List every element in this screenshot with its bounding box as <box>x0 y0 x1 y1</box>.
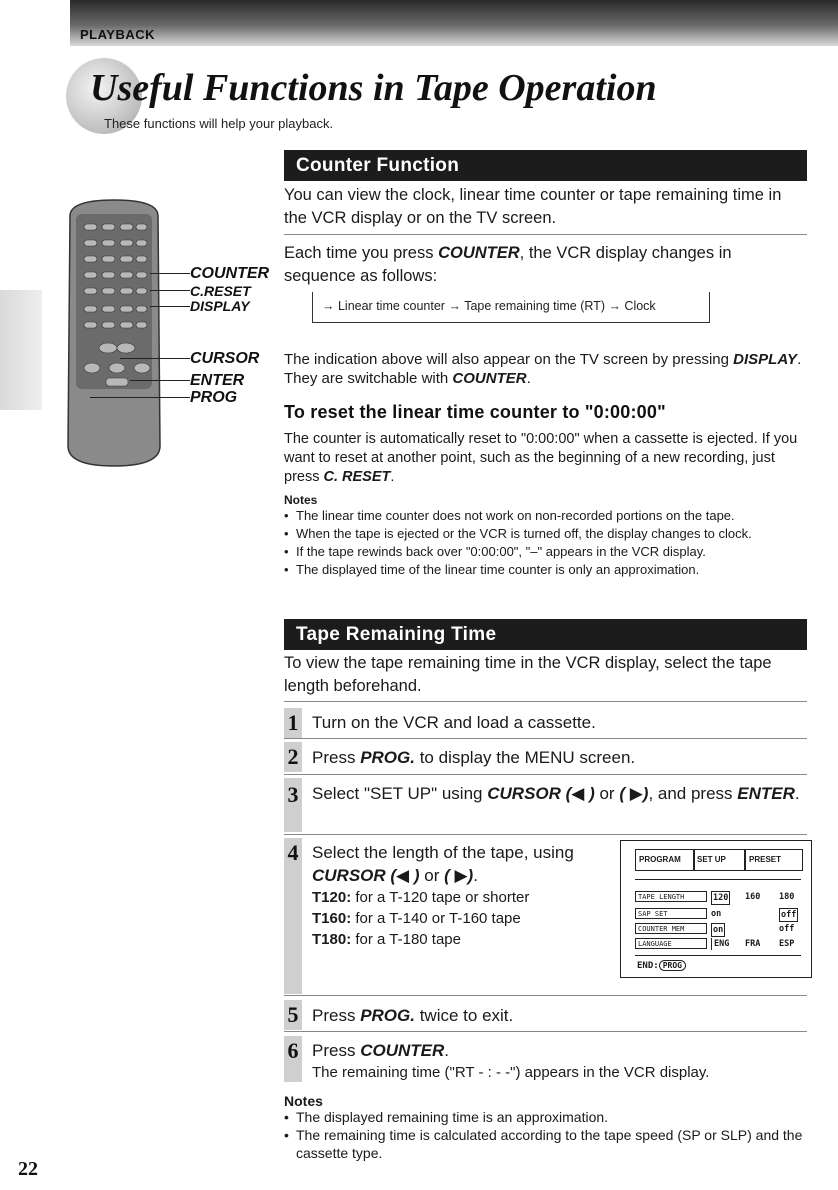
callout-prog <box>90 397 190 398</box>
text-span: The indication above will also appear on the TV screen by pressing <box>284 351 734 368</box>
remote-label-enter: ENTER <box>190 372 245 389</box>
menu-row-label: TAPE LENGTH <box>635 891 707 902</box>
reset-heading: To reset the linear time counter to "0:00:00" <box>284 402 666 422</box>
option-t180 <box>312 929 612 950</box>
key-enter: ENTER <box>737 784 795 803</box>
divider <box>284 1031 807 1032</box>
step-text <box>312 1039 802 1083</box>
text-span: . <box>794 784 800 803</box>
divider <box>284 995 807 996</box>
menu-row-label: LANGUAGE <box>635 938 707 949</box>
text-span: , and press <box>648 784 738 803</box>
key-counter: COUNTER <box>360 1041 445 1060</box>
option-t120 <box>312 887 612 908</box>
page-number: 22 <box>18 1158 38 1180</box>
header-bar <box>70 0 838 46</box>
menu-tab-setup: SET UP <box>693 849 745 871</box>
text-span: . <box>444 1041 449 1060</box>
page-subtitle: These functions will help your playback. <box>104 116 334 131</box>
key-counter: COUNTER <box>438 244 520 262</box>
option-desc: for a T-140 or T-160 tape <box>351 910 521 927</box>
key-creset: C. RESET <box>323 469 391 485</box>
tape-section-heading: Tape Remaining Time <box>284 619 807 650</box>
menu-row-label: SAP SET <box>635 908 707 919</box>
tape-notes-label: Notes <box>284 1093 323 1109</box>
step-3 <box>284 778 807 832</box>
step-text: Turn on the VCR and load a cassette. <box>312 713 596 732</box>
menu-value: ESP <box>779 939 795 949</box>
note-item: • The linear time counter does not work on non-recorded portions on the tape. <box>284 507 804 525</box>
text-span: Each time you press <box>284 244 439 262</box>
step-line <box>312 1039 802 1062</box>
text-span: twice to exit. <box>414 1006 514 1025</box>
page-title: Useful Functions in Tape Operation <box>90 67 657 109</box>
step-text <box>312 782 802 805</box>
divider <box>284 701 807 702</box>
text-span: . <box>390 469 395 485</box>
callout-counter <box>150 273 190 274</box>
note-item: • The remaining time is calculated according to the tape speed (SP or SLP) and the cassette type. <box>284 1126 804 1162</box>
menu-value: on <box>713 925 724 935</box>
sequence-text: → Linear time counter → Tape remaining time (RT) → Clock <box>318 299 660 313</box>
step-text <box>312 841 612 950</box>
remote-label-cursor: CURSOR <box>190 350 260 367</box>
remote-label-prog: PROG <box>190 389 238 406</box>
menu-tab-preset: PRESET <box>745 849 803 871</box>
step-5 <box>284 1000 807 1030</box>
remote-label-display: DISPLAY <box>190 298 250 314</box>
menu-row-tape-length <box>635 891 801 904</box>
step-1 <box>284 708 807 738</box>
step-line: Select the length of the tape, using <box>312 843 574 862</box>
menu-tab-program: PROGRAM <box>635 849 695 871</box>
option-desc: for a T-120 tape or shorter <box>351 889 530 906</box>
key-cursor: CURSOR (◀ ) <box>487 784 595 803</box>
menu-row-label: COUNTER MEM <box>635 923 707 934</box>
text-span: , the VCR display changes in sequence as follows: <box>284 244 732 285</box>
divider <box>284 738 807 739</box>
divider <box>284 234 807 235</box>
step-number: 4 <box>284 838 302 994</box>
step-subtext: The remaining time ("RT - : - -") appears in the VCR display. <box>312 1064 710 1081</box>
counter-intro: You can view the clock, linear time counter or tape remaining time in the VCR display or on the TV screen. <box>284 186 782 227</box>
text-span: Select "SET UP" using <box>312 784 488 803</box>
reset-text <box>284 430 804 487</box>
menu-row-counter-mem <box>635 923 801 936</box>
divider <box>284 834 807 835</box>
text-span: . <box>473 866 478 885</box>
callout-creset <box>150 290 190 291</box>
text-span: . They are switchable with <box>284 351 802 387</box>
remote-control-illustration <box>62 196 166 470</box>
note-item: • If the tape rewinds back over "0:00:00", "–" appears in the VCR display. <box>284 543 804 561</box>
callout-display <box>150 306 190 307</box>
step-number: 6 <box>284 1036 302 1082</box>
step-number: 2 <box>284 742 302 772</box>
option-t160 <box>312 908 612 929</box>
option-key: T180: <box>312 931 352 948</box>
tape-intro: To view the tape remaining time in the VCR display, select the tape length beforehand. <box>284 654 772 695</box>
text-span: to display the MENU screen. <box>414 748 636 767</box>
menu-row-sap-set <box>635 908 801 921</box>
step-text <box>312 1004 513 1027</box>
menu-end-label: END: <box>637 961 659 971</box>
key-prog: PROG. <box>360 1006 415 1025</box>
step-text <box>312 746 635 769</box>
note-item: • The displayed time of the linear time counter is only an approximation. <box>284 561 804 579</box>
key-counter: COUNTER <box>452 370 527 387</box>
step-number: 3 <box>284 778 302 832</box>
key-display: DISPLAY <box>733 351 798 368</box>
text-span: Press <box>312 748 361 767</box>
key-cursor-right: ( ▶) <box>444 866 474 885</box>
counter-tv-text <box>284 350 804 388</box>
section-tag: PLAYBACK <box>80 27 156 42</box>
step-line <box>312 864 612 887</box>
menu-value: off <box>779 924 795 934</box>
counter-press-text <box>284 242 804 288</box>
menu-value: on <box>711 909 722 919</box>
callout-enter <box>130 380 190 381</box>
menu-divider <box>635 955 801 956</box>
menu-value: 160 <box>745 892 761 902</box>
callout-cursor <box>120 358 190 359</box>
key-prog: PROG. <box>360 748 415 767</box>
step-number: 1 <box>284 708 302 738</box>
text-span: . <box>526 370 531 387</box>
side-tab <box>0 290 42 410</box>
menu-end-key: PROG <box>659 960 686 971</box>
text-span: Press <box>312 1006 361 1025</box>
text-span: or <box>419 866 445 885</box>
counter-notes <box>284 507 804 579</box>
key-cursor-right: ( ▶) <box>619 784 649 803</box>
note-item: • The displayed remaining time is an approximation. <box>284 1108 804 1126</box>
counter-notes-label: Notes <box>284 493 318 507</box>
divider <box>284 774 807 775</box>
step-2 <box>284 742 807 772</box>
remote-label-creset: C.RESET <box>190 283 251 299</box>
step-6 <box>284 1036 807 1082</box>
menu-value: FRA <box>745 939 761 949</box>
menu-value: 120 <box>713 893 729 903</box>
text-span: The counter is automatically reset to "0:00:00" when a cassette is ejected. If you want to reset at another point, such as the beginning of a new recording, just press <box>284 431 798 485</box>
option-key: T120: <box>312 889 352 906</box>
step-number: 5 <box>284 1000 302 1030</box>
option-desc: for a T-180 tape <box>351 931 461 948</box>
text-span: Press <box>312 1041 361 1060</box>
note-item: • When the tape is ejected or the VCR is turned off, the display changes to clock. <box>284 525 804 543</box>
key-cursor: CURSOR (◀ ) <box>312 866 420 885</box>
remote-label-counter: COUNTER <box>190 265 270 282</box>
menu-divider <box>635 879 801 880</box>
menu-row-language <box>635 938 801 951</box>
menu-value: ENG <box>711 938 729 950</box>
tape-notes <box>284 1108 804 1162</box>
menu-value: off <box>781 910 797 920</box>
menu-tabs <box>635 849 801 871</box>
menu-end <box>637 961 686 971</box>
menu-value: 180 <box>779 892 795 902</box>
text-span: or <box>594 784 620 803</box>
menu-screen-illustration <box>620 840 812 978</box>
counter-section-heading: Counter Function <box>284 150 807 181</box>
option-key: T160: <box>312 910 352 927</box>
